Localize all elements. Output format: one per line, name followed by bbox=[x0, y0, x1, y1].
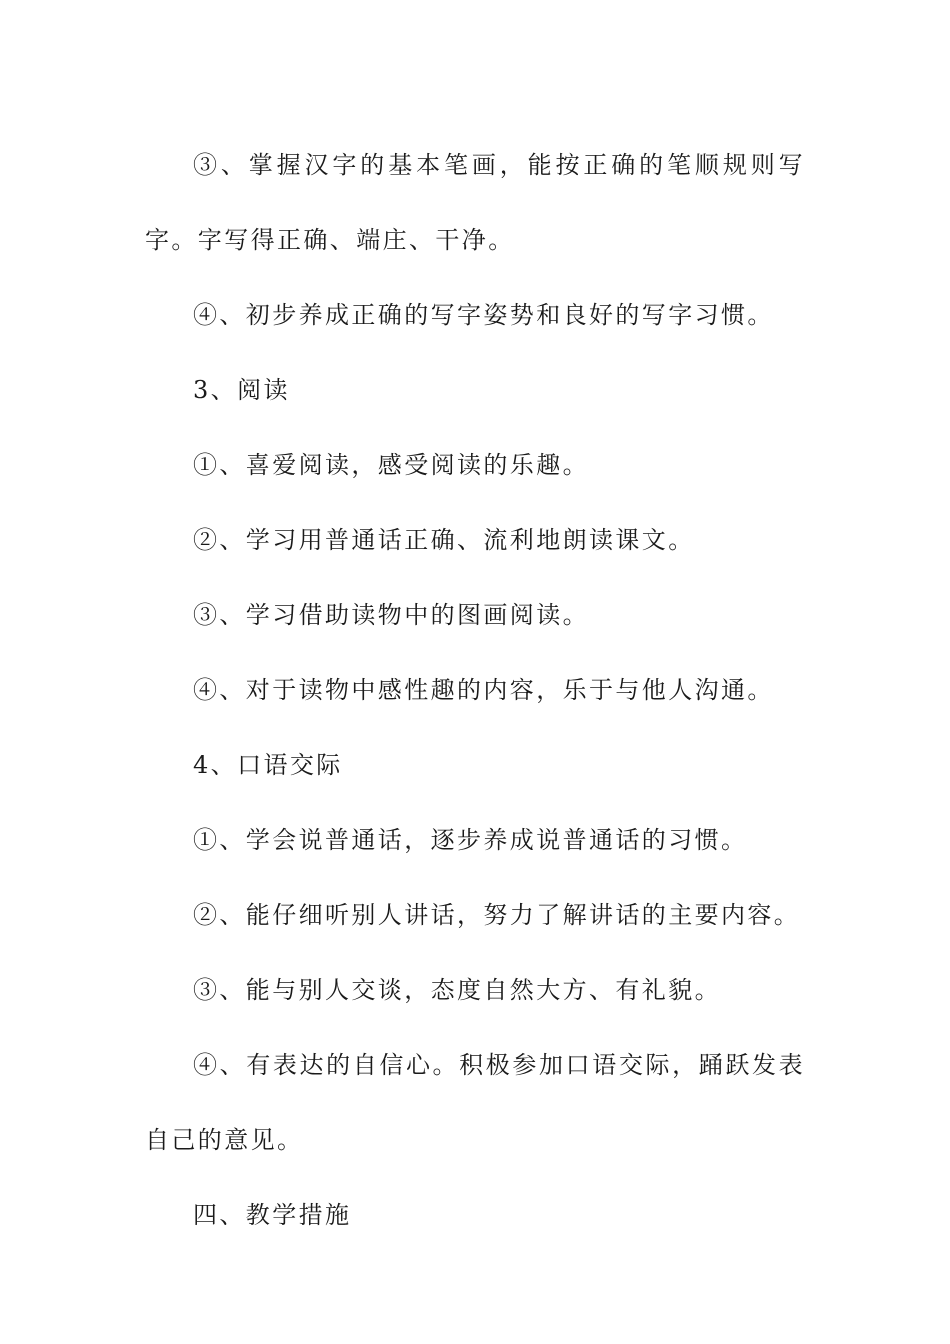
paragraph-reading-share: ④、对于读物中感性趣的内容，乐于与他人沟通。 bbox=[193, 676, 774, 704]
section-heading-oral: 4、口语交际 bbox=[193, 751, 343, 779]
paragraph-oral-mandarin: ①、学会说普通话，逐步养成说普通话的习惯。 bbox=[193, 826, 748, 854]
document-body bbox=[145, 128, 805, 1253]
paragraph-reading-pictures: ③、学习借助读物中的图画阅读。 bbox=[193, 601, 589, 629]
paragraph-reading-aloud: ②、学习用普通话正确、流利地朗读课文。 bbox=[193, 526, 695, 554]
paragraph-oral-confidence: ④、有表达的自信心。积极参加口语交际，踊跃发表自己的意见。 bbox=[145, 1051, 805, 1154]
paragraph-oral-talk: ③、能与别人交谈，态度自然大方、有礼貌。 bbox=[193, 976, 721, 1004]
section-heading-measures: 四、教学措施 bbox=[193, 1201, 352, 1229]
paragraph-reading-enjoy: ①、喜爱阅读，感受阅读的乐趣。 bbox=[193, 451, 589, 479]
paragraph-writing-strokes: ③、掌握汉字的基本笔画，能按正确的笔顺规则写字。字写得正确、端庄、干净。 bbox=[145, 151, 805, 254]
paragraph-writing-posture: ④、初步养成正确的写字姿势和良好的写字习惯。 bbox=[193, 301, 774, 329]
paragraph-oral-listen: ②、能仔细听别人讲话，努力了解讲话的主要内容。 bbox=[193, 901, 801, 929]
section-heading-reading: 3、阅读 bbox=[193, 376, 290, 404]
